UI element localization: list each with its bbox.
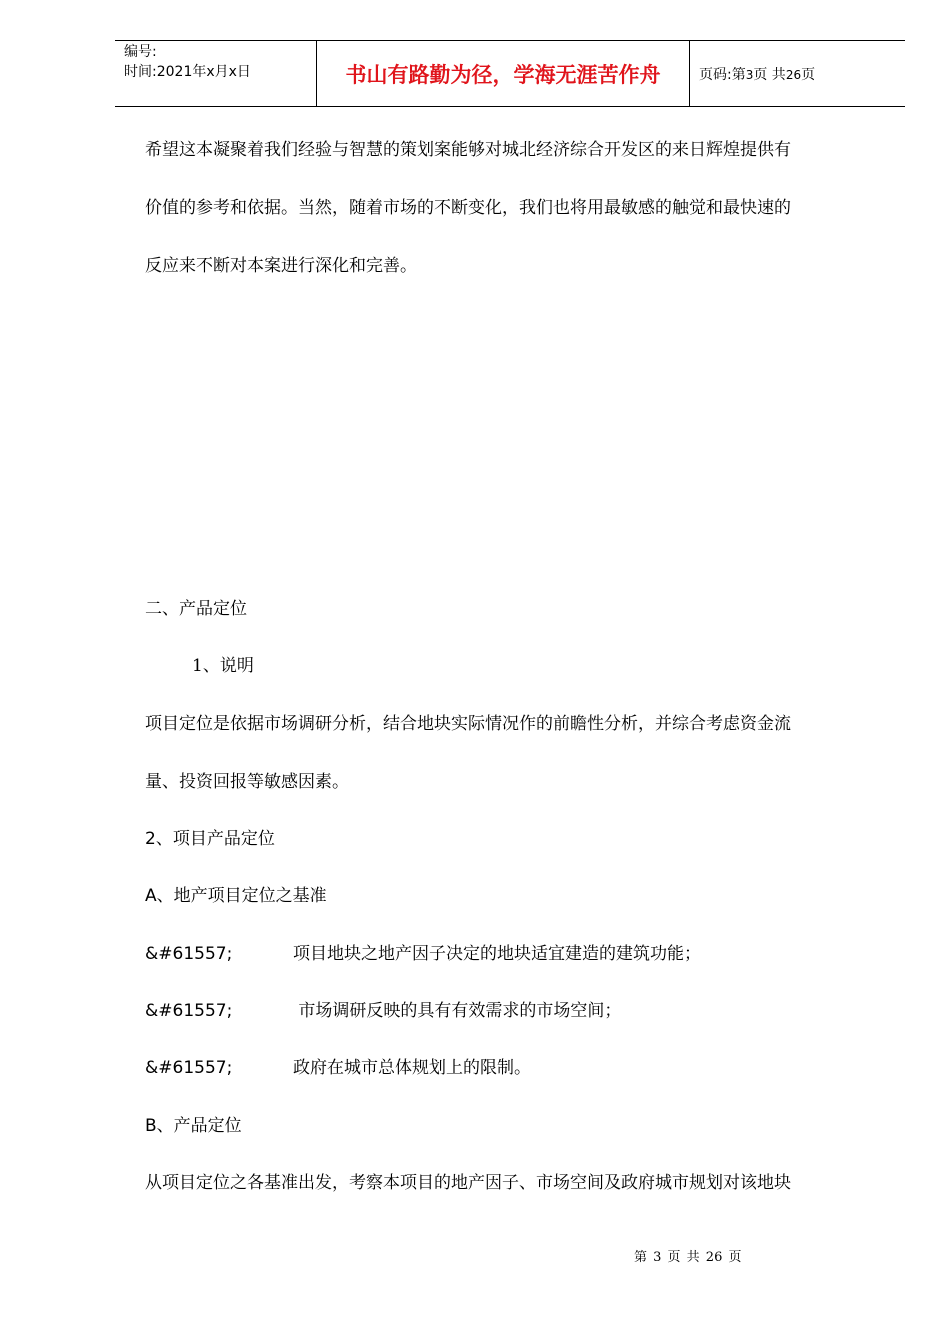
sub2-title: 2、项目产品定位 xyxy=(145,829,275,849)
bullet-marker: &#61557; xyxy=(145,1058,233,1078)
page-end: 页 xyxy=(801,67,816,83)
header-motto: 书山有路勤为径，学海无涯苦作舟 xyxy=(345,61,661,87)
header-page-info xyxy=(699,64,815,84)
page-footer: 第 3 页 共 26 页 xyxy=(634,1250,742,1265)
header-meta xyxy=(124,42,251,82)
intro-line-3: 反应来不断对本案进行深化和完善。 xyxy=(145,256,417,276)
page-current: 3 xyxy=(745,68,754,82)
page-mid: 页 共 xyxy=(753,67,786,83)
bullet-item xyxy=(145,1056,531,1080)
intro-line-1: 希望这本凝聚着我们经验与智慧的策划案能够对城北经济综合开发区的来日辉煌提供有 xyxy=(145,140,791,160)
sub1-line-1: 项目定位是依据市场调研分析，结合地块实际情况作的前瞻性分析，并综合考虑资金流 xyxy=(145,714,791,734)
bullet-item xyxy=(145,999,621,1023)
bullet-marker: &#61557; xyxy=(145,1001,233,1021)
bullet-marker: &#61557; xyxy=(145,944,233,964)
time-label: 时间:2021年x月x日 xyxy=(124,64,251,80)
bullet-text: 市场调研反映的具有有效需求的市场空间； xyxy=(293,1001,622,1021)
sub1-line-2: 量、投资回报等敏感因素。 xyxy=(145,772,349,792)
b-line-1: 从项目定位之各基准出发，考察本项目的地产因子、市场空间及政府城市规划对该地块 xyxy=(145,1173,791,1193)
bullet-text: 项目地块之地产因子决定的地块适宜建造的建筑功能； xyxy=(293,944,701,964)
sub1-title: 1、说明 xyxy=(192,656,254,676)
bullet-text: 政府在城市总体规划上的限制。 xyxy=(293,1058,531,1078)
number-label: 编号: xyxy=(124,44,157,60)
bullet-item xyxy=(145,942,701,966)
header-divider-right xyxy=(689,40,690,107)
section-title: 二、产品定位 xyxy=(145,599,247,619)
b-title: B、产品定位 xyxy=(145,1116,242,1136)
page-total: 26 xyxy=(785,68,802,82)
page-label: 页码:第 xyxy=(699,67,746,83)
intro-line-2: 价值的参考和依据。当然，随着市场的不断变化，我们也将用最敏感的触觉和最快速的 xyxy=(145,198,791,218)
a-title: A、地产项目定位之基准 xyxy=(145,886,327,906)
